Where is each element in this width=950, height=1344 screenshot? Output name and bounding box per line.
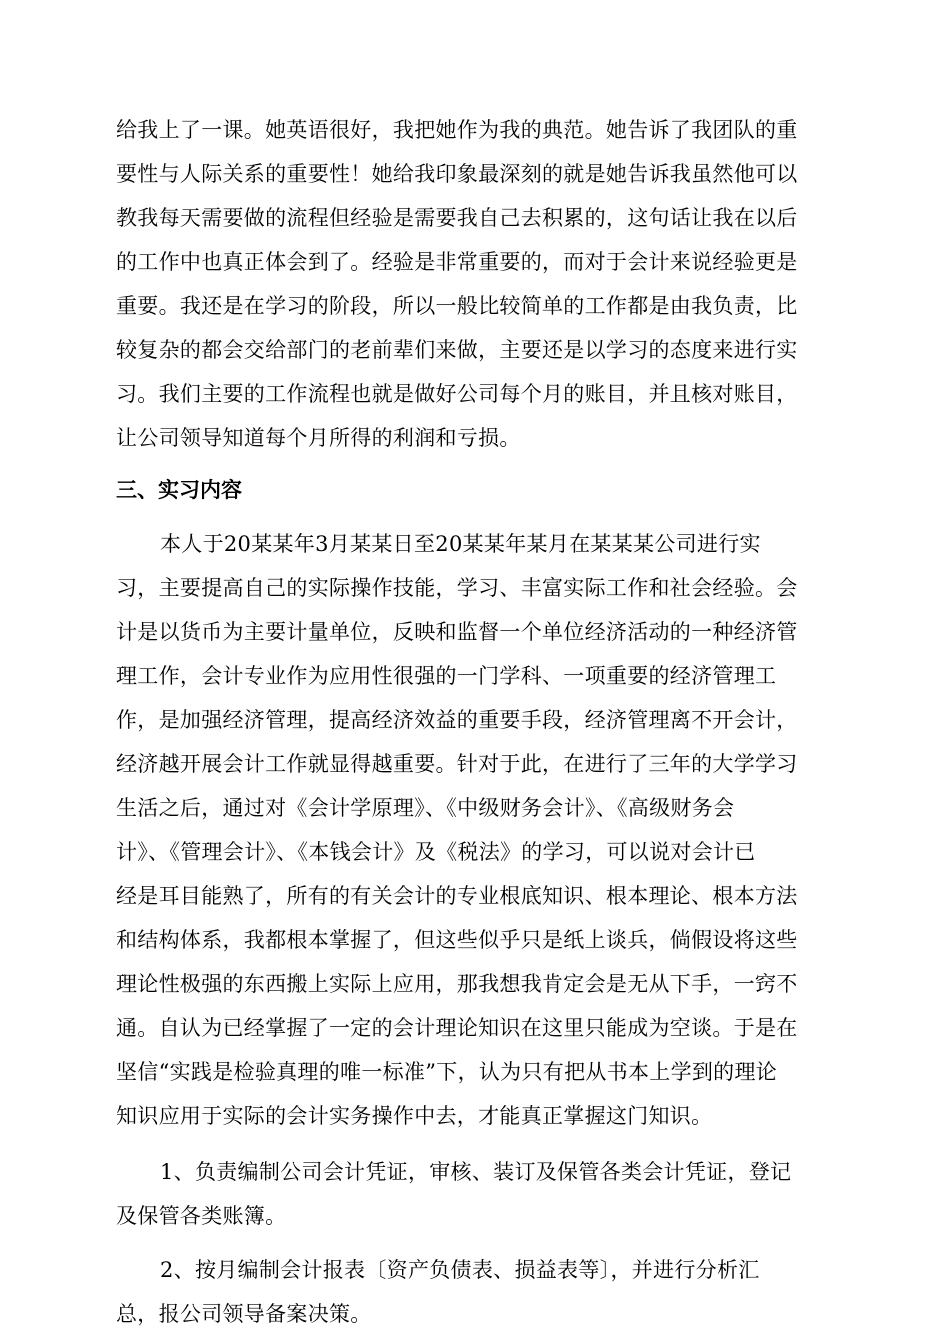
text-line: 通。自认为已经掌握了一定的会计理论知识在这里只能成为空谈。于是在 (116, 1016, 798, 1040)
text-line: 理论性极强的东西搬上实际上应用，那我想我肯定会是无从下手，一窍不 (116, 972, 798, 996)
text-line: 经是耳目能熟了，所有的有关会计的专业根底知识、根本理论、根本方法 (116, 884, 798, 908)
text-line: 让公司领导知道每个月所得的利润和亏损。 (116, 426, 521, 450)
text-line: 的工作中也真正体会到了。经验是非常重要的，而对于会计来说经验更是 (116, 250, 798, 274)
text-line: 坚信“实践是检验真理的唯一标准”下，认为只有把从书本上学到的理论 (116, 1060, 778, 1084)
text-line: 本人于20某某年3月某某日至20某某年某月在某某某公司进行实 (160, 532, 761, 556)
text-line: 总，报公司领导备案决策。 (116, 1302, 372, 1326)
text-line: 给我上了一课。她英语很好，我把她作为我的典范。她告诉了我团队的重 (116, 118, 798, 142)
text-line: 习。我们主要的工作流程也就是做好公司每个月的账目，并且核对账目， (116, 382, 798, 406)
text-line: 计是以货币为主要计量单位，反映和监督一个单位经济活动的一种经济管 (116, 620, 798, 644)
text-line: 经济越开展会计工作就显得越重要。针对于此，在进行了三年的大学学习 (116, 752, 798, 776)
text-line: 要性与人际关系的重要性！她给我印象最深刻的就是她告诉我虽然他可以 (116, 162, 798, 186)
text-line: 知识应用于实际的会计实务操作中去，才能真正掌握这门知识。 (116, 1104, 713, 1128)
text-line: 1、负责编制公司会计凭证，审核、装订及保管各类会计凭证，登记 (160, 1160, 792, 1184)
section-heading: 三、实习内容 (116, 478, 242, 502)
text-line: 计》、《管理会计》、《本钱会计》及《税法》的学习，可以说对会计已 (116, 840, 756, 864)
text-line: 习，主要提高自己的实际操作技能，学习、丰富实际工作和社会经验。会 (116, 576, 798, 600)
text-line: 重要。我还是在学习的阶段，所以一般比较简单的工作都是由我负责，比 (116, 294, 798, 318)
text-line: 作，是加强经济管理，提高经济效益的重要手段，经济管理离不开会计， (116, 708, 798, 732)
text-line: 理工作，会计专业作为应用性很强的一门学科、一项重要的经济管理工 (116, 664, 777, 688)
text-line: 较复杂的都会交给部门的老前辈们来做，主要还是以学习的态度来进行实 (116, 338, 798, 362)
text-line: 和结构体系，我都根本掌握了，但这些似乎只是纸上谈兵，倘假设将这些 (116, 928, 798, 952)
text-line: 及保管各类账簿。 (116, 1204, 287, 1228)
text-line: 2、按月编制会计报表〔资产负债表、损益表等〕，并进行分析汇 (160, 1258, 760, 1282)
text-line: 生活之后，通过对《会计学原理》、《中级财务会计》、《高级财务会 (116, 796, 735, 820)
text-line: 教我每天需要做的流程但经验是需要我自己去积累的，这句话让我在以后 (116, 206, 798, 230)
